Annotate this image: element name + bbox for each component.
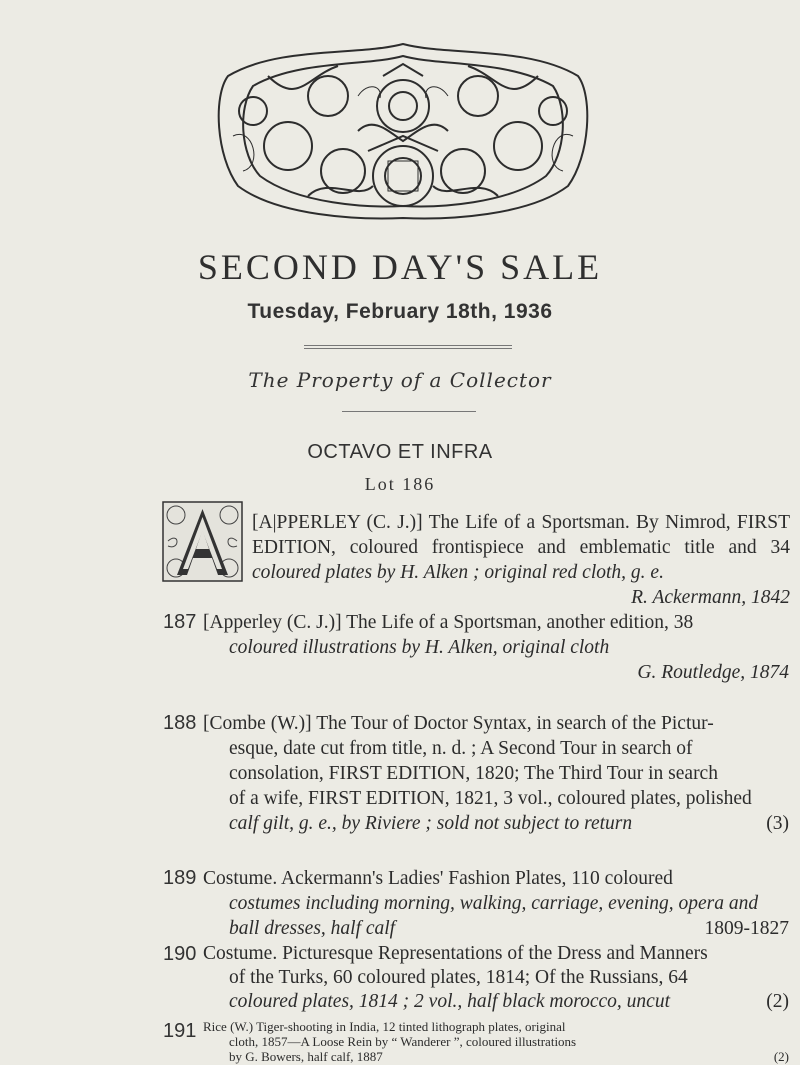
divider-rule bbox=[304, 348, 512, 349]
property-heading: The Property of a Collector bbox=[248, 368, 552, 392]
lot-186-entry bbox=[252, 510, 790, 610]
divider-rule bbox=[342, 411, 476, 412]
lot-188-line: calf gilt, g. e., by Riviere ; sold not subject to return bbox=[229, 813, 633, 834]
lot-188-line: of a wife, FIRST EDITION, 1821, 3 vol., coloured plates, polished bbox=[229, 788, 752, 809]
lot-190-line: Costume. Picturesque Representations of the Dress and Manners bbox=[203, 943, 708, 964]
lot-186-line: EDITION, coloured frontispiece and emblematic title and 34 bbox=[252, 537, 790, 558]
lot-190-line: of the Turks, 60 coloured plates, 1814; Of the Russians, 64 bbox=[229, 967, 688, 988]
lot-191-line: cloth, 1857—A Loose Rein by “ Wanderer ”, coloured illustrations bbox=[229, 1034, 577, 1049]
lot-number: 189 bbox=[163, 867, 197, 889]
lot-number: 188 bbox=[163, 712, 197, 734]
lot-label: Lot 186 bbox=[364, 474, 436, 494]
lot-188-line: esque, date cut from title, n. d. ; A Second Tour in search of bbox=[229, 738, 693, 759]
lot-186-imprint: R. Ackermann, 1842 bbox=[631, 587, 790, 608]
lot-189-entry bbox=[203, 866, 789, 941]
lot-189-line: Costume. Ackermann's Ladies' Fashion Plates, 110 coloured bbox=[203, 868, 673, 889]
lot-187-line: coloured illustrations by H. Alken, original cloth bbox=[229, 637, 610, 658]
lot-number: 191 bbox=[163, 1020, 197, 1042]
sale-title: SECOND DAY'S SALE bbox=[197, 247, 603, 287]
lot-number: 190 bbox=[163, 943, 197, 965]
lot-188-count: (3) bbox=[766, 813, 789, 834]
lot-187-imprint: G. Routledge, 1874 bbox=[637, 662, 789, 683]
decorated-initial-a bbox=[162, 501, 243, 582]
lot-191-line: Rice (W.) Tiger-shooting in India, 12 tinted lithograph plates, original bbox=[203, 1019, 566, 1034]
lot-number: 187 bbox=[163, 611, 197, 633]
lot-191-entry bbox=[203, 1019, 789, 1064]
sale-date: Tuesday, February 18th, 1936 bbox=[247, 300, 553, 323]
section-heading: OCTAVO ET INFRA bbox=[307, 441, 493, 463]
lot-187-entry bbox=[203, 610, 789, 685]
lot-191-line: by G. Bowers, half calf, 1887 bbox=[229, 1049, 383, 1064]
lot-190-entry bbox=[203, 942, 789, 1014]
lot-187-line: [Apperley (C. J.)] The Life of a Sportsman, another edition, 38 bbox=[203, 612, 694, 633]
lot-189-line: ball dresses, half calf bbox=[229, 918, 396, 939]
lot-190-line: coloured plates, 1814 ; 2 vol., half black morocco, uncut bbox=[229, 991, 671, 1012]
lot-189-date: 1809-1827 bbox=[704, 918, 789, 939]
lot-188-line: [Combe (W.)] The Tour of Doctor Syntax, in search of the Pictur- bbox=[203, 713, 714, 734]
ornamental-header-vignette bbox=[208, 36, 598, 224]
lot-188-entry bbox=[203, 711, 789, 836]
lot-186-line: [A|PPERLEY (C. J.)] The Life of a Sportsman. By Nimrod, FIRST bbox=[252, 512, 790, 533]
lot-191-count: (2) bbox=[773, 1049, 789, 1064]
divider-rule bbox=[304, 345, 512, 346]
lot-188-line: consolation, FIRST EDITION, 1820; The Third Tour in search bbox=[229, 763, 718, 784]
lot-190-count: (2) bbox=[766, 991, 789, 1012]
lot-186-line: coloured plates by H. Alken ; original red cloth, g. e. bbox=[252, 562, 664, 583]
lot-189-line: costumes including morning, walking, carriage, evening, opera and bbox=[229, 893, 759, 914]
